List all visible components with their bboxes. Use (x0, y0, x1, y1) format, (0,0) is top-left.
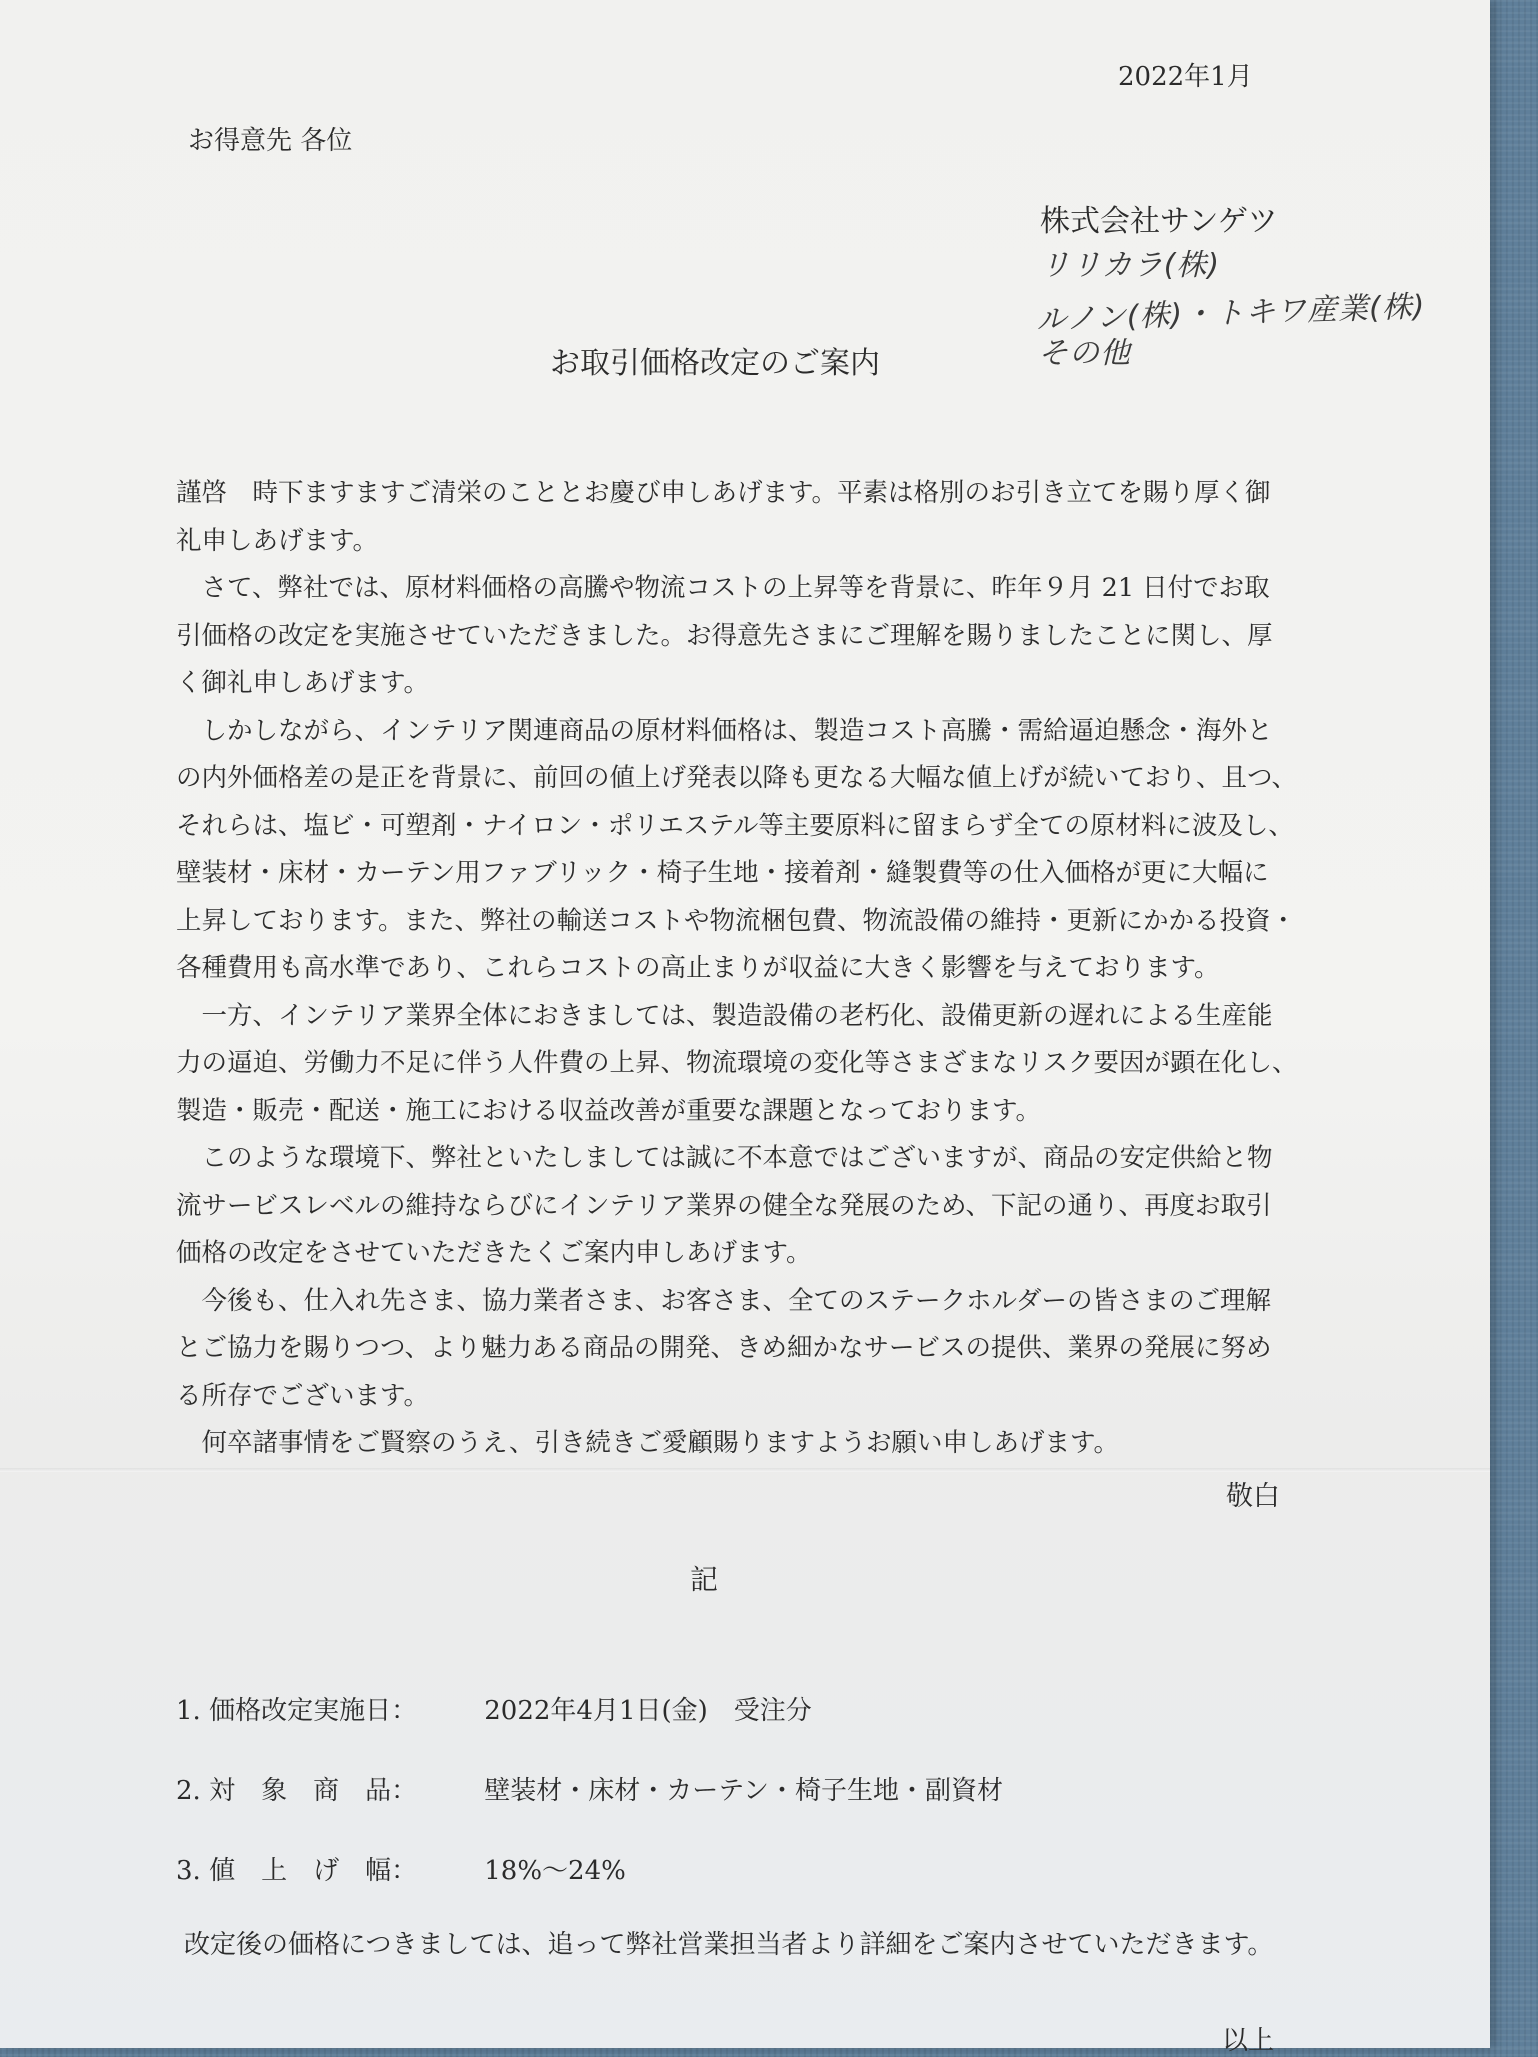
item-value: 2022年4月1日(金) 受注分 (484, 1696, 812, 1726)
closing-word: 敬白 (1226, 1481, 1280, 1512)
body-line: それらは、塩ビ・可塑剤・ナイロン・ポリエステル等主要原料に留まらず全ての原材料に波及し、 (176, 810, 1294, 841)
end-mark: 以上 (1222, 2026, 1275, 2056)
item-label: 2. 対 象 商 品： (176, 1776, 418, 1806)
body-line: く御礼申しあげます。 (176, 668, 429, 698)
item-target-products (176, 1770, 1003, 1807)
body-line: 力の逼迫、労働力不足に伴う人件費の上昇、物流環境の変化等さまざまなリスク要因が顕在化し、 (176, 1048, 1298, 1078)
body-line: 製造・販売・配送・施工における収益改善が重要な課題となっております。 (176, 1095, 1041, 1126)
body-line: 壁装材・床材・カーテン用ファブリック・椅子生地・接着剤・縫製費等の仕入価格が更に大幅に (176, 858, 1269, 888)
letter-title: お取引価格改定のご案内 (550, 346, 880, 381)
paper-fold (0, 1468, 1490, 1472)
handwritten-note-2: ルノン(株)・トキワ産業(株) (1035, 289, 1427, 338)
item-label: 1. 価格改定実施日： (176, 1696, 418, 1726)
item-label: 3. 値 上 げ 幅： (176, 1856, 418, 1886)
letter-body (176, 470, 1336, 1468)
body-line: の内外価格差の是正を背景に、前回の値上げ発表以降も更なる大幅な値上げが続いており、且つ、 (176, 763, 1297, 793)
body-line: 何卒諸事情をご賢察のうえ、引き続きご愛顧賜りますようお願い申しあげます。 (176, 1428, 1119, 1458)
body-line: とご協力を賜りつつ、より魅力ある商品の開発、きめ細かなサービスの提供、業界の発展に努め (176, 1333, 1272, 1363)
body-line: しかしながら、インテリア関連商品の原材料価格は、製造コスト高騰・需給逼迫懸念・海外と (176, 715, 1273, 746)
body-line: 謹啓 時下ますますご清栄のこととお慶び申しあげます。平素は格別のお引き立てを賜り厚く御 (176, 478, 1271, 508)
item-increase-range (176, 1850, 626, 1887)
body-line: る所存でございます。 (176, 1380, 429, 1411)
company-name: 株式会社サンゲツ (1040, 205, 1278, 238)
salutation: お得意先 各位 (188, 126, 353, 156)
body-line: 各種費用も高水準であり、これらコストの高止まりが収益に大きく影響を与えております。 (176, 953, 1220, 983)
body-line: 一方、インテリア業界全体におきましては、製造設備の老朽化、設備更新の遅れによる生産能 (176, 1000, 1273, 1031)
handwritten-note-3: その他 (1038, 336, 1131, 371)
body-line: さて、弊社では、原材料価格の高騰や物流コストの上昇等を背景に、昨年９月 21 日付でお取 (176, 573, 1270, 603)
item-value: 18%～24% (484, 1856, 626, 1886)
handwritten-note-1: リリカラ(株) (1040, 248, 1221, 283)
body-line: このような環境下、弊社といたしましては誠に不本意ではございますが、商品の安定供給と物 (176, 1143, 1273, 1173)
body-line: 今後も、仕入れ先さま、協力業者さま、お客さま、全てのステークホルダーの皆さまのご理解 (176, 1285, 1271, 1316)
closing-note: 改定後の価格につきましては、追って弊社営業担当者より詳細をご案内させていただきます。 (184, 1930, 1274, 1960)
body-line: 礼申しあげます。 (176, 525, 378, 556)
body-line: 価格の改定をさせていただきたくご案内申しあげます。 (176, 1238, 812, 1268)
item-value: 壁装材・床材・カーテン・椅子生地・副資材 (484, 1776, 1003, 1806)
letter-date: 2022年1月 (1118, 62, 1253, 92)
body-line: 上昇しております。また、弊社の輸送コストや物流梱包費、物流設備の維持・更新にかかる投資・ (176, 905, 1296, 936)
item-effective-date (176, 1690, 812, 1727)
body-line: 引価格の改定を実施させていただきました。お得意先さまにご理解を賜りましたことに関し、厚 (176, 620, 1273, 651)
ki-heading: 記 (690, 1563, 719, 1596)
body-line: 流サービスレベルの維持ならびにインテリア業界の健全な発展のため、下記の通り、再度お取引 (176, 1190, 1272, 1221)
